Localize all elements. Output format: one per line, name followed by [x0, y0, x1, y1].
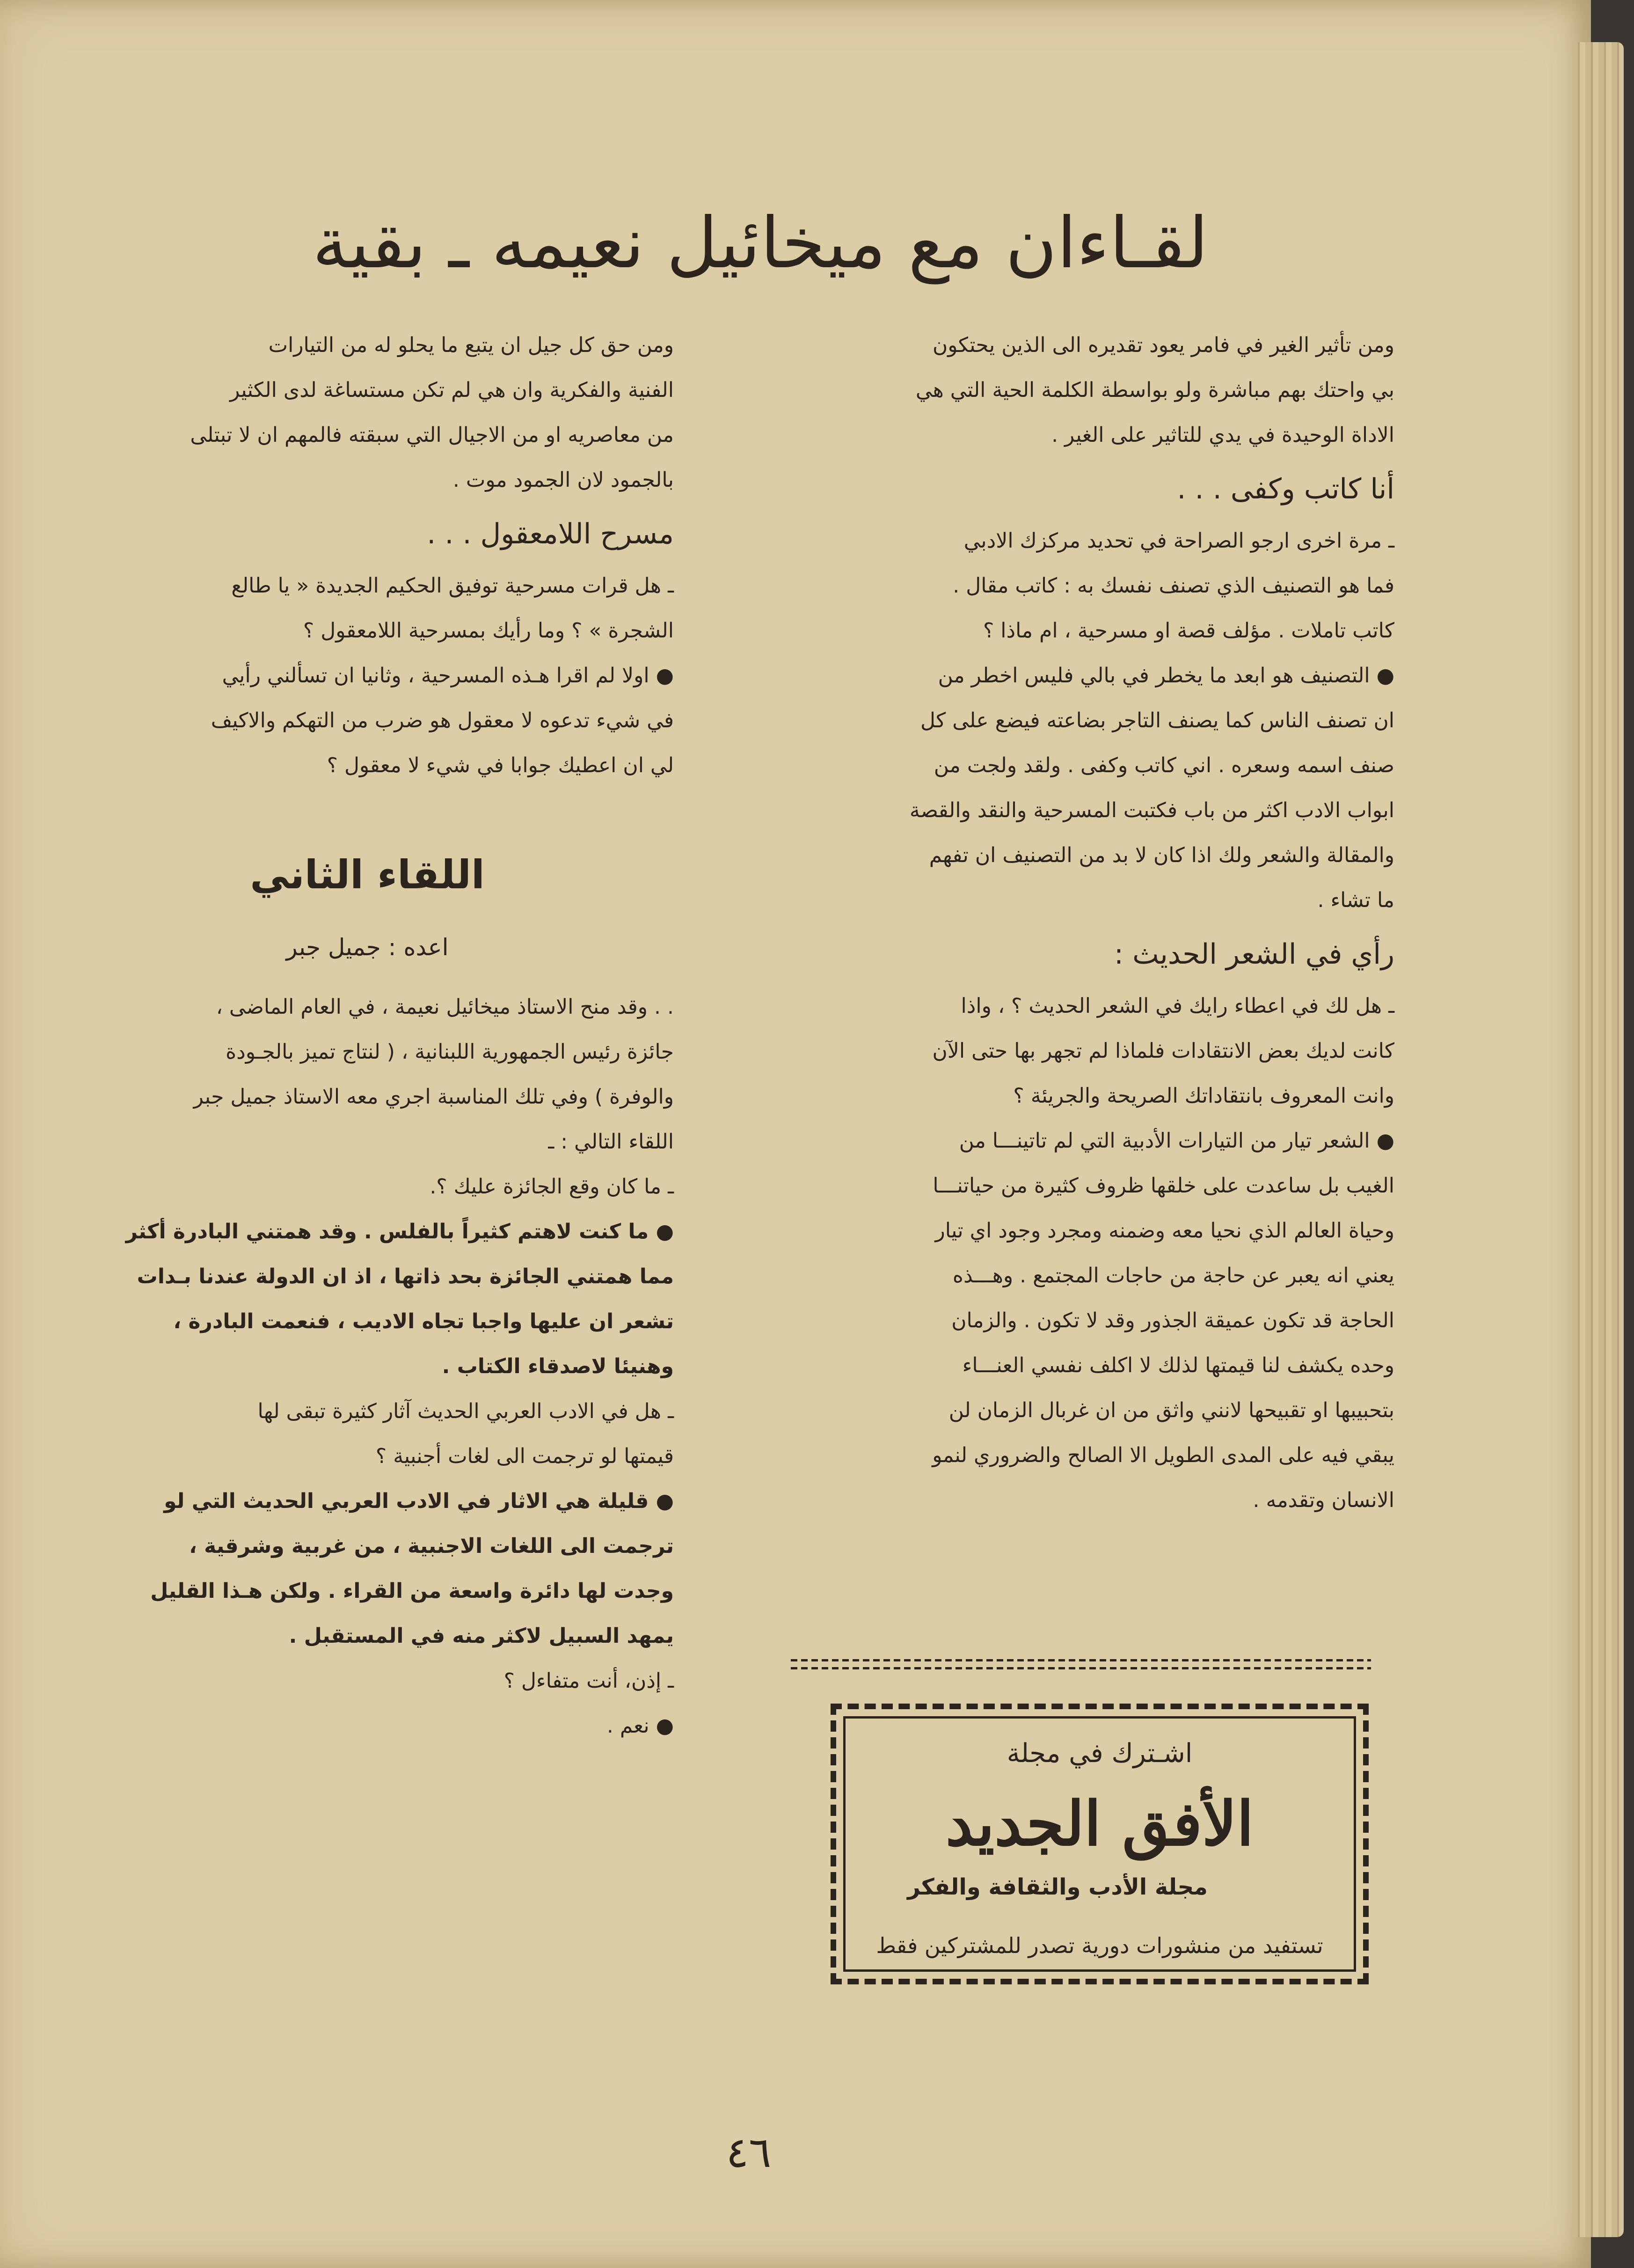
second-interview-title: اللقاء الثاني: [250, 852, 485, 898]
section-heading-writer: أنا كاتب وكفى . . .: [1177, 473, 1394, 505]
text-line: كاتب تاملات . مؤلف قصة او مسرحية ، ام ماذا ؟: [983, 619, 1394, 643]
left-column: [61, 323, 674, 1749]
text-line: بالجمود لان الجمود موت .: [452, 468, 674, 492]
text-line: ـ هل قرات مسرحية توفيق الحكيم الجديدة « يا طالع: [231, 574, 674, 598]
ad-subtitle: مجلة الأدب والثقافة والفكر: [907, 1874, 1208, 1900]
answer-optimist: ● نعم .: [606, 1714, 674, 1738]
page-stack-edges: [1572, 42, 1624, 2237]
section-heading-poetry: رأي في الشعر الحديث :: [1114, 938, 1394, 971]
text-line: ومن تأثير الغير في فامر يعود تقديره الى الذين يحتكون: [932, 333, 1394, 357]
text-line: بتحبيبها او تقبيحها لانني واثق من ان غربال الزمان لن: [948, 1398, 1394, 1422]
text-line: يعني انه يعبر عن حاجة من حاجات المجتمع . وهـــذه: [952, 1264, 1394, 1288]
text-line: الفنية والفكرية وان هي لم تكن مستساغة لدى الكثير: [230, 378, 674, 402]
text-line: وهنيئا لاصدقاء الكتاب .: [442, 1354, 674, 1378]
text-line: والمقالة والشعر ولك اذا كان لا بد من التصنيف ان تفهم: [929, 843, 1394, 867]
text-line: لي ان اعطيك جوابا في شيء لا معقول ؟: [327, 754, 674, 777]
text-line: ● قليلة هي الاثار في الادب العربي الحديث التي لو: [164, 1489, 674, 1513]
answer-works: [61, 1479, 674, 1659]
section-heading-absurd: مسرح اللامعقول . . .: [427, 518, 674, 550]
text-line: ● اولا لم اقرا هـذه المسرحية ، وثانيا ان تسألني رأيي: [222, 664, 674, 688]
text-line: الانسان وتقدمه .: [1253, 1488, 1394, 1512]
text-line: ● الشعر تيار من التيارات الأدبية التي لم تاتينـــا من: [959, 1129, 1394, 1153]
ad-top-text: اشـترك في مجلة: [1007, 1738, 1193, 1769]
text-line: وانت المعروف بانتقاداتك الصريحة والجريئة ؟: [1013, 1084, 1394, 1108]
text-line: . . وقد منح الاستاذ ميخائيل نعيمة ، في العام الماضى ،: [216, 995, 674, 1019]
answer-prize: [61, 1209, 674, 1389]
answer-poetry: [777, 1119, 1394, 1523]
text-line: تشعر ان عليها واجبا تجاه الاديب ، فنعمت البادرة ،: [173, 1310, 674, 1333]
dashed-divider: [791, 1659, 1371, 1669]
question-works: [61, 1389, 674, 1479]
text-line: كانت لديك بعض الانتقادات فلماذا لم تجهر بها حتى الآن: [932, 1039, 1394, 1063]
text-line: ● التصنيف هو ابعد ما يخطر في بالي فليس اخطر من: [938, 664, 1394, 688]
text-line: يمهد السبيل لاكثر منه في المستقبل .: [289, 1624, 674, 1648]
text-line: ابواب الادب اكثر من باب فكتبت المسرحية والنقد والقصة: [909, 798, 1394, 822]
ad-magazine-name: الأفق الجديد: [945, 1788, 1254, 1859]
intro-second-interview: [61, 985, 674, 1164]
text-line: ـ هل لك في اعطاء رايك في الشعر الحديث ؟ ، واذا: [961, 994, 1394, 1018]
question-classification: [777, 519, 1394, 653]
text-line: وحياة العالم الذي نحيا معه وضمنه ومجرد وجود اي تيار: [935, 1219, 1394, 1243]
text-line: جائزة رئيس الجمهورية اللبنانية ، ( لنتاج تميز بالجـودة: [226, 1040, 674, 1064]
text-line: صنف اسمه وسعره . اني كاتب وكفى . ولقد ولجت من: [934, 754, 1394, 777]
text-line: ان تصنف الناس كما يصنف التاجر بضاعته فيضع على كل: [920, 709, 1394, 732]
text-line: في شيء تدعوه لا معقول هو ضرب من التهكم والاكيف: [211, 709, 674, 732]
ad-bottom-text: تستفيد من منشورات دورية تصدر للمشتركين فقط: [876, 1933, 1323, 1958]
question-optimist: ـ إذن، أنت متفاءل ؟: [503, 1669, 674, 1693]
text-line: وجدت لها دائرة واسعة من القراء . ولكن هـذا القليل: [150, 1579, 674, 1603]
text-line: الشجرة » ؟ وما رأيك بمسرحية اللامعقول ؟: [303, 619, 674, 643]
intro-paragraph: [777, 323, 1394, 458]
text-line: وحده يكشف لنا قيمتها لذلك لا اكلف نفسي العنـــاء: [962, 1353, 1394, 1377]
generations-paragraph: [61, 323, 674, 503]
article-title: لقـاءان مع ميخائيل نعيمه ـ بقية: [312, 203, 1209, 284]
text-line: فما هو التصنيف الذي تصنف نفسك به : كاتب مقال .: [953, 574, 1394, 598]
text-line: ترجمت الى اللغات الاجنبية ، من غربية وشرقية ،: [189, 1534, 674, 1558]
text-line: مما همتني الجائزة بحد ذاتها ، اذ ان الدولة عندنا بـدات: [137, 1265, 674, 1288]
text-line: ما تشاء .: [1317, 888, 1394, 912]
question-prize: ـ ما كان وقع الجائزة عليك ؟.: [430, 1175, 674, 1199]
text-line: بي واحتك بهم مباشرة ولو بواسطة الكلمة الحية التي هي: [915, 378, 1394, 402]
question-poetry: [777, 984, 1394, 1119]
question-absurd: [61, 563, 674, 653]
text-line: ● ما كنت لاهتم كثيراً بالفلس . وقد همتني البادرة أكثر: [125, 1220, 674, 1244]
text-line: الغيب بل ساعدت على خلقها ظروف كثيرة من حياتنـــا: [933, 1174, 1394, 1198]
byline: اعده : جميل جبر: [286, 934, 449, 961]
page-number: ٤٦: [726, 2128, 772, 2177]
text-line: يبقي فيه على المدى الطويل الا الصالح والضروري لنمو: [932, 1443, 1394, 1467]
answer-classification: [777, 653, 1394, 923]
subscription-advertisement: [831, 1704, 1369, 1984]
text-line: والوفرة ) وفي تلك المناسبة اجري معه الاستاذ جميل جبر: [193, 1085, 674, 1109]
text-line: الاداة الوحيدة في يدي للتاثير على الغير .: [1051, 423, 1394, 447]
text-line: ـ مرة اخرى ارجو الصراحة في تحديد مركزك الادبي: [963, 529, 1394, 553]
answer-absurd: [61, 653, 674, 788]
text-line: اللقاء التالي : ـ: [548, 1130, 674, 1154]
right-column: [777, 323, 1394, 1523]
text-line: ـ هل في الادب العربي الحديث آثار كثيرة تبقى لها: [257, 1399, 674, 1423]
text-line: قيمتها لو ترجمت الى لغات أجنبية ؟: [375, 1444, 674, 1468]
text-line: الحاجة قد تكون عميقة الجذور وقد لا تكون . والزمان: [951, 1309, 1394, 1332]
text-line: ومن حق كل جيل ان يتبع ما يحلو له من التيارات: [268, 333, 674, 357]
text-line: من معاصريه او من الاجيال التي سبقته فالمهم ان لا تبتلى: [190, 423, 674, 447]
